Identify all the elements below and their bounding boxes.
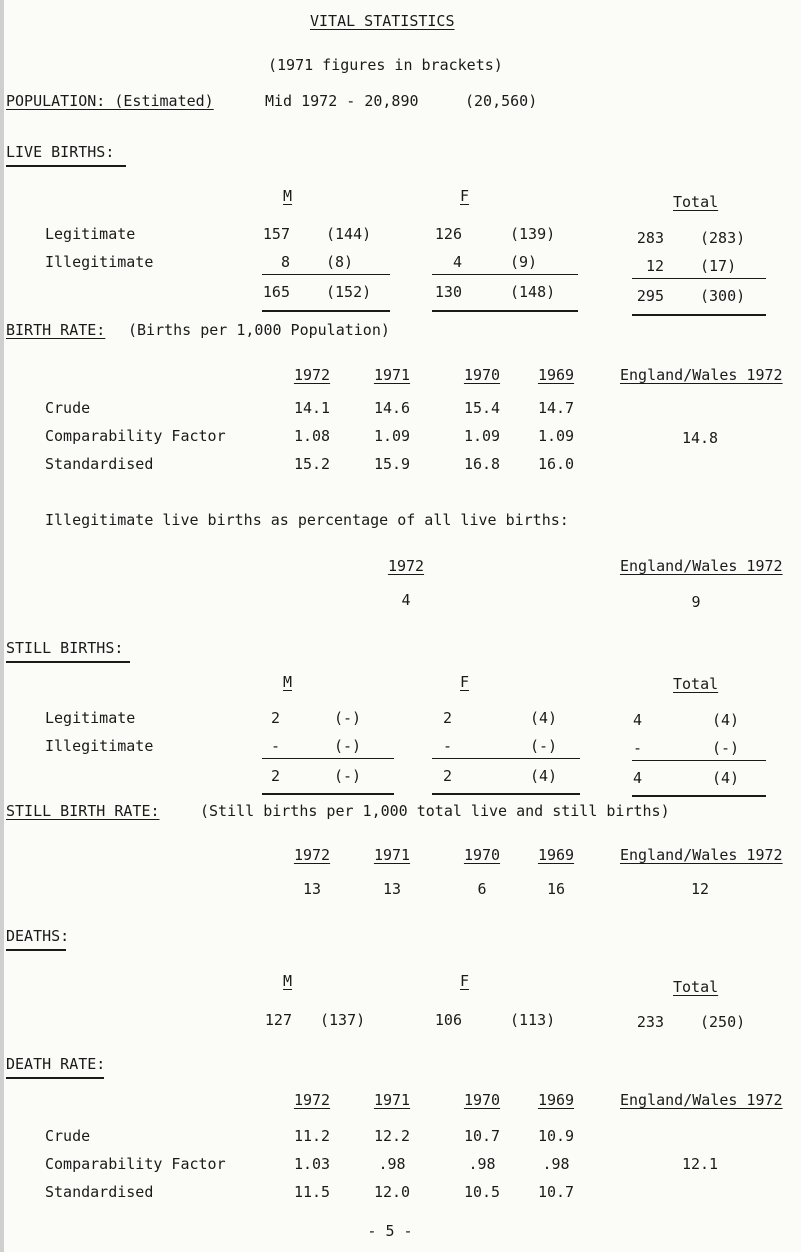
birth-rate-year-0: 1972 — [293, 366, 331, 384]
row-label: Crude — [45, 399, 91, 417]
deaths-col-m: M — [283, 972, 293, 990]
row-label: Standardised — [45, 1183, 154, 1201]
still-births-f-total-rule — [432, 793, 580, 795]
live-births-col-m: M — [283, 187, 293, 205]
illegit-pct-ew-value: 9 — [691, 593, 701, 611]
cell-1969: 10.7 — [537, 1183, 575, 1201]
cell-1972: 11.5 — [293, 1183, 331, 1201]
deaths-col-f: F — [460, 972, 470, 990]
still-birth-rate-year-3: 1969 — [537, 846, 575, 864]
live-births-col-f: F — [460, 187, 470, 205]
still-births-col-f: F — [460, 673, 470, 691]
cell-1969: 10.9 — [537, 1127, 575, 1145]
live-births-col-total: Total — [673, 193, 719, 211]
cell-1972: 15.2 — [293, 455, 331, 473]
death-rate-year-0: 1972 — [293, 1091, 331, 1109]
cell-1971: 1.09 — [373, 427, 411, 445]
still-birth-rate-note: (Still births per 1,000 total live and still births) — [200, 802, 670, 820]
population-label: POPULATION: (Estimated) — [6, 92, 214, 110]
still-birth-rate-year-1: 1971 — [373, 846, 411, 864]
live-births-heading: LIVE BIRTHS: — [6, 143, 115, 161]
cell-1972: 13 — [302, 880, 322, 898]
still-births-m-sum-rule — [262, 758, 394, 759]
cell-total-prev: (-) — [712, 739, 740, 757]
cell-f: 126 — [434, 225, 462, 243]
cell-m-prev: (137) — [320, 1011, 366, 1029]
cell-1971: 14.6 — [373, 399, 411, 417]
cell-f: 2 — [442, 767, 452, 785]
still-births-f-sum-rule — [432, 758, 580, 759]
cell-1969: 1.09 — [537, 427, 575, 445]
death-rate-heading: DEATH RATE: — [6, 1055, 106, 1073]
row-label: Illegitimate — [45, 253, 154, 271]
cell-f-prev: (4) — [530, 709, 558, 727]
cell-total: 283 — [636, 229, 664, 247]
cell-1971: 15.9 — [373, 455, 411, 473]
cell-1969: 14.7 — [537, 399, 575, 417]
cell-m: 2 — [270, 767, 280, 785]
cell-m-prev: (152) — [326, 283, 372, 301]
cell-f: 2 — [442, 709, 452, 727]
cell-1969: 16 — [546, 880, 566, 898]
cell-m: 8 — [280, 253, 290, 271]
birth-rate-ew-label: England/Wales 1972 — [620, 366, 783, 384]
cell-total-prev: (4) — [712, 711, 740, 729]
cell-f: 130 — [434, 283, 462, 301]
birth-rate-year-2: 1970 — [463, 366, 501, 384]
live-births-f-total-rule — [432, 310, 578, 312]
birth-rate-note: (Births per 1,000 Population) — [128, 321, 390, 339]
cell-1972: 11.2 — [293, 1127, 331, 1145]
page-subtitle: (1971 figures in brackets) — [268, 56, 503, 74]
deaths-heading: DEATHS: — [6, 927, 70, 945]
cell-f-prev: (-) — [530, 737, 558, 755]
still-births-heading-rule — [6, 661, 130, 663]
live-births-total-sum-rule — [632, 278, 766, 279]
cell-ew: 12 — [690, 880, 710, 898]
cell-1970: 10.7 — [463, 1127, 501, 1145]
cell-f: - — [442, 737, 452, 755]
live-births-f-sum-rule — [432, 274, 578, 275]
page-title: VITAL STATISTICS — [310, 12, 455, 30]
still-birth-rate-ew-label: England/Wales 1972 — [620, 846, 783, 864]
cell-1972: 14.1 — [293, 399, 331, 417]
cell-1971: 13 — [382, 880, 402, 898]
cell-total: 4 — [632, 769, 642, 787]
still-birth-rate-year-0: 1972 — [293, 846, 331, 864]
cell-1969: 16.0 — [537, 455, 575, 473]
cell-m: 127 — [264, 1011, 292, 1029]
cell-m-prev: (144) — [326, 225, 372, 243]
cell-1970: 16.8 — [463, 455, 501, 473]
illegit-pct-ew-label: England/Wales 1972 — [620, 557, 783, 575]
cell-1972: 1.03 — [293, 1155, 331, 1173]
death-rate-year-3: 1969 — [537, 1091, 575, 1109]
cell-total-prev: (283) — [700, 229, 746, 247]
population-value: Mid 1972 - 20,890 — [265, 92, 419, 110]
cell-1971: 12.2 — [373, 1127, 411, 1145]
death-rate-year-1: 1971 — [373, 1091, 411, 1109]
live-births-m-total-rule — [262, 310, 390, 312]
cell-m: - — [270, 737, 280, 755]
birth-rate-heading: BIRTH RATE: — [6, 321, 106, 339]
row-label: Legitimate — [45, 709, 136, 727]
row-label: Comparability Factor — [45, 1155, 226, 1173]
still-birth-rate-year-2: 1970 — [463, 846, 501, 864]
still-birth-rate-heading: STILL BIRTH RATE: — [6, 802, 160, 820]
cell-total: 295 — [636, 287, 664, 305]
cell-m-prev: (-) — [334, 709, 362, 727]
cell-f-prev: (9) — [510, 253, 538, 271]
cell-f: 4 — [452, 253, 462, 271]
cell-total: - — [632, 739, 642, 757]
live-births-m-sum-rule — [262, 274, 390, 275]
cell-f: 106 — [434, 1011, 462, 1029]
cell-total-prev: (250) — [700, 1013, 746, 1031]
illegit-pct-value: 4 — [401, 591, 411, 609]
still-births-col-m: M — [283, 673, 293, 691]
cell-m: 157 — [262, 225, 290, 243]
still-births-total-sum-rule — [632, 760, 766, 761]
cell-1970: 15.4 — [463, 399, 501, 417]
still-births-col-total: Total — [673, 675, 719, 693]
still-births-total-total-rule — [632, 795, 766, 797]
cell-1970: 10.5 — [463, 1183, 501, 1201]
illegit-pct-heading: Illegitimate live births as percentage of all live births: — [45, 511, 569, 529]
death-rate-ew-label: England/Wales 1972 — [620, 1091, 783, 1109]
birth-rate-year-1: 1971 — [373, 366, 411, 384]
cell-f-prev: (4) — [530, 767, 558, 785]
population-prev: (20,560) — [465, 92, 538, 110]
cell-ew: 12.1 — [681, 1155, 719, 1173]
cell-m-prev: (-) — [334, 767, 362, 785]
cell-1970: 6 — [477, 880, 487, 898]
cell-1971: .98 — [378, 1155, 406, 1173]
cell-1971: 12.0 — [373, 1183, 411, 1201]
row-label: Comparability Factor — [45, 427, 226, 445]
death-rate-year-2: 1970 — [463, 1091, 501, 1109]
cell-f-prev: (113) — [510, 1011, 556, 1029]
deaths-col-total: Total — [673, 978, 719, 996]
cell-m-prev: (-) — [334, 737, 362, 755]
page-left-edge — [0, 0, 4, 1252]
cell-total-prev: (17) — [700, 257, 737, 275]
row-label: Standardised — [45, 455, 154, 473]
cell-total: 12 — [645, 257, 664, 275]
live-births-heading-rule — [6, 165, 126, 167]
deaths-heading-rule — [6, 949, 66, 951]
illegit-pct-year: 1972 — [387, 557, 425, 575]
cell-1970: .98 — [468, 1155, 496, 1173]
row-label: Legitimate — [45, 225, 136, 243]
live-births-total-total-rule — [632, 314, 766, 316]
death-rate-heading-rule — [6, 1077, 104, 1079]
row-label: Crude — [45, 1127, 91, 1145]
cell-1970: 1.09 — [463, 427, 501, 445]
cell-f-prev: (139) — [510, 225, 556, 243]
row-label: Illegitimate — [45, 737, 154, 755]
cell-m: 165 — [262, 283, 290, 301]
cell-total: 233 — [636, 1013, 664, 1031]
cell-1972: 1.08 — [293, 427, 331, 445]
still-births-heading: STILL BIRTHS: — [6, 639, 124, 657]
cell-1969: .98 — [542, 1155, 570, 1173]
cell-f-prev: (148) — [510, 283, 556, 301]
page-number: - 5 - — [367, 1222, 413, 1240]
cell-ew: 14.8 — [681, 429, 719, 447]
cell-m-prev: (8) — [326, 253, 354, 271]
cell-total-prev: (300) — [700, 287, 746, 305]
birth-rate-year-3: 1969 — [537, 366, 575, 384]
cell-total: 4 — [632, 711, 642, 729]
still-births-m-total-rule — [262, 793, 394, 795]
cell-total-prev: (4) — [712, 769, 740, 787]
cell-m: 2 — [270, 709, 280, 727]
